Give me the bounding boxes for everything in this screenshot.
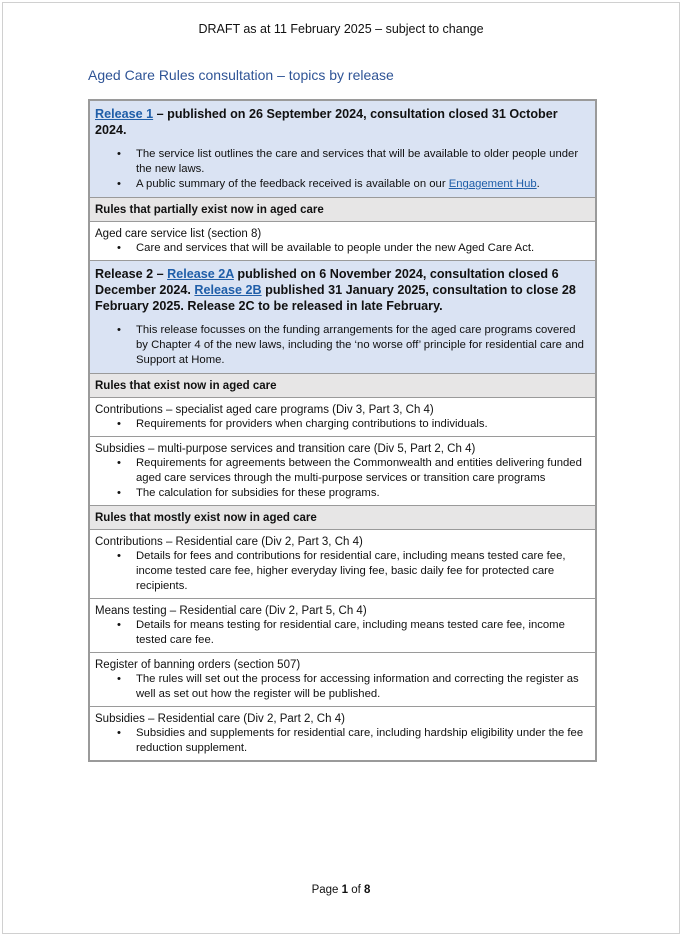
topic-row: [90, 222, 595, 261]
bullet-icon: •: [117, 487, 121, 499]
topics-table: [88, 99, 597, 762]
section-heading: Rules that exist now in aged care: [90, 374, 595, 398]
release-2a-link[interactable]: Release 2A: [167, 267, 234, 281]
bullet-icon: •: [117, 550, 121, 562]
bullet-icon: •: [117, 178, 121, 190]
release-2-row: [90, 261, 595, 374]
release-1-bullets: [95, 147, 590, 192]
bullet-icon: •: [117, 727, 121, 739]
bullet-icon: •: [117, 418, 121, 430]
list-item: • The service list outlines the care and services that will be available to older people under the new laws.: [117, 148, 579, 175]
bullet-icon: •: [117, 619, 121, 631]
list-item: • Requirements for agreements between the Commonwealth and entities delivering funded aged care services through the multi-purpose services or transition care programs: [117, 457, 582, 484]
bullet-icon: •: [117, 242, 121, 254]
list-item: • A public summary of the feedback received is available on our Engagement Hub.: [117, 178, 540, 190]
section-heading: Rules that mostly exist now in aged care: [90, 506, 595, 530]
topic-row: [90, 437, 595, 506]
section-heading: Rules that partially exist now in aged care: [90, 198, 595, 222]
topic-title: Subsidies – multi-purpose services and transition care (Div 5, Part 2, Ch 4): [95, 443, 476, 455]
release-1-heading: [95, 106, 590, 138]
draft-header: DRAFT as at 11 February 2025 – subject to change: [198, 22, 484, 36]
topic-title: Aged care service list (section 8): [95, 228, 262, 240]
list-item: • The calculation for subsidies for these programs.: [117, 487, 380, 499]
release-2b-link[interactable]: Release 2B: [194, 283, 262, 297]
release-2-heading: Release 2 – Release 2A published on 6 November 2024, consultation closed 6 December 2024. Release 2B published 31 January 2025, consultation to close 28 February 2025. Release 2C to be released in late February.: [95, 267, 576, 313]
bullet-icon: •: [117, 324, 121, 336]
topic-row: [90, 398, 595, 437]
release-1-text: – published on 26 September 2024, consultation closed 31 October 2024.: [95, 107, 558, 137]
bullet-icon: •: [117, 148, 121, 160]
topic-row: [90, 653, 595, 707]
release-1-link[interactable]: Release 1: [95, 107, 154, 121]
topic-title: Means testing – Residential care (Div 2, Part 5, Ch 4): [95, 605, 367, 617]
topic-title: Subsidies – Residential care (Div 2, Part 2, Ch 4): [95, 713, 345, 725]
bullet-icon: •: [117, 457, 121, 469]
list-item: • Requirements for providers when charging contributions to individuals.: [117, 418, 488, 430]
topic-title: Contributions – Residential care (Div 2, Part 3, Ch 4): [95, 536, 363, 548]
topic-row: [90, 530, 595, 599]
topic-title: Register of banning orders (section 507): [95, 659, 301, 671]
list-item: • Subsidies and supplements for residential care, including hardship eligibility under the fee reduction supplement.: [117, 727, 584, 754]
document-page: [2, 2, 680, 934]
list-item: • The rules will set out the process for accessing information and correcting the register as well as set out how the register will be published.: [117, 673, 579, 700]
topic-row: [90, 599, 595, 653]
release-1-row: [90, 101, 595, 198]
engagement-hub-link[interactable]: Engagement Hub: [448, 178, 537, 190]
topic-row: [90, 707, 595, 760]
list-item: • This release focusses on the funding arrangements for the aged care programs covered by Chapter 4 of the new laws, including the ‘no worse off’ principle for residential care and Support at Home.: [117, 324, 584, 366]
topic-title: Contributions – specialist aged care programs (Div 3, Part 3, Ch 4): [95, 404, 434, 416]
list-item: • Details for means testing for residential care, including means tested care fee, income tested care fee.: [117, 619, 565, 646]
list-item: • Details for fees and contributions for residential care, including means tested care fee, income tested care fee, higher everyday living fee, basic daily fee for protected care recipients.: [117, 550, 566, 592]
page-number: Page 1 of 8: [311, 884, 371, 896]
bullet-icon: •: [117, 673, 121, 685]
page-title: Aged Care Rules consultation – topics by release: [88, 67, 394, 83]
list-item: • Care and services that will be available to people under the new Aged Care Act.: [117, 242, 535, 254]
